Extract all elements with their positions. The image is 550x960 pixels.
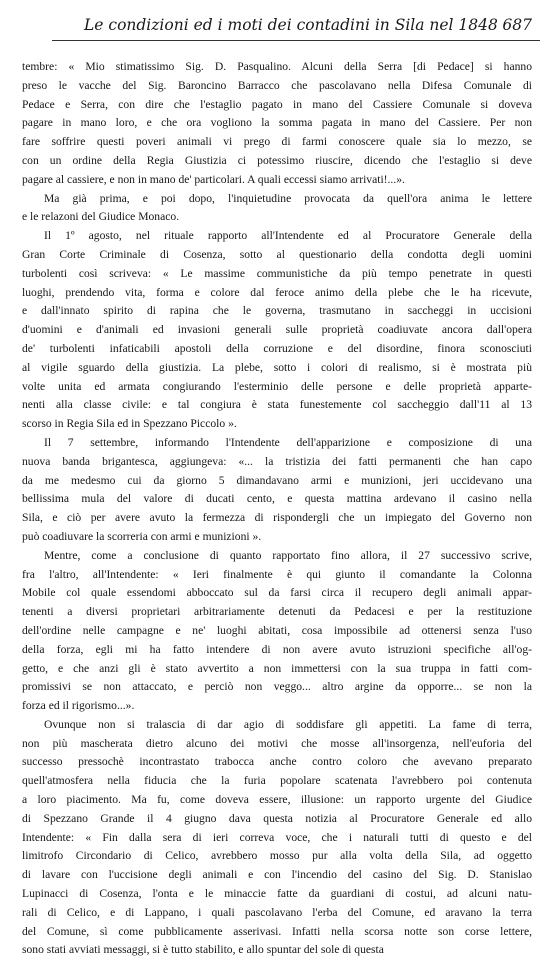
text-line: può coadiuvare la scorreria con armi e munizioni ». <box>22 529 262 543</box>
text-line: Mentre, come a conclusione di quanto rapportato fino allora, il 27 successivo scrive, <box>44 548 532 562</box>
text-line: promissivi se non attaccato, e perciò non veggo... altro argine da opporre... se non la <box>22 680 532 694</box>
text-line: fare soffrire questi poveri animali vi prego di farmi conoscere quale sia lo mezzo, se <box>22 135 532 149</box>
text-line: limitrofo Circondario di Celico, avrebbero mosso pur alla volta della Sila, ad oggetto <box>22 849 532 863</box>
text-line: Pedace e Serra, con dire che l'estaglio pagato in mano del Cassiere Comunale si doveva <box>22 97 532 111</box>
text-line: bellissima mula del valore di ducati cento, e questa mattina ardevano il casino nella <box>22 492 532 506</box>
text-line: pagare in mano loro, e che ora vogliono la somma pagata in mano del Cassiere. Per non <box>22 116 532 130</box>
running-title: Le condizioni ed i moti dei contadini in Sila nel 1848 <box>84 16 498 34</box>
text-line: luoghi, prendendo vita, forma e colore dal feroce animo della plebe che le ha ricevute, <box>22 285 532 299</box>
text-line: successo pressochè incontrastato trabocca anche contro coloro che avevano preparato <box>22 755 532 769</box>
text-line: quell'atmosfera nella fiducia che la furia popolare scatenata l'avrebbero poi contenuta <box>22 774 532 788</box>
text-line: rali di Celico, e di Lappano, i quali pascolavano l'erba del Comune, ed aravano la terra <box>22 905 532 919</box>
text-line: e dall'innato spirito di rapina che le governa, trasmutano in saccheggi in uccisioni <box>22 304 532 318</box>
text-line: sono stati avviati messaggi, si è tutto stabilito, e allo spuntar del sole di questa <box>22 943 384 957</box>
text-line: con un ordine della Regia Giustizia ci potessimo riuscire, dicendo che l'estaglio si deve <box>22 153 532 167</box>
text-line: Il 7 settembre, informando l'Intendente dell'apparizione e composizione di una <box>44 435 532 449</box>
text-line: del Comune, sì come pubblicamente asserivasi. Infatti nella scorsa notte son corse lettere, <box>22 924 532 938</box>
text-line: Intendente: « Fin dalla sera di ieri correva voce, che i naturali tutti di questo e del <box>22 830 532 844</box>
text-line: forza ed il rigorismo...». <box>22 699 135 713</box>
page-number: 687 <box>502 16 532 34</box>
text-line: Ovunque non si tralascia di dar agio di soddisfare gli appetiti. La fame di terra, <box>44 717 532 731</box>
text-line: tenenti a diversi proprietari arbitrariamente detenuti da Pedacesi e per la restituzione <box>22 605 532 619</box>
text-line: della forza, egli mi ha fatto intendere di non avere avuto istruzioni specifiche all'og- <box>22 642 532 656</box>
text-line: getto, e che anzi gli è stato avvertito a non immettersi con la sua truppa in fatti com- <box>22 661 532 675</box>
text-line: Sila, e ciò per avere avuto la fermezza di rispondergli che un impiegato del Governo non <box>22 511 532 525</box>
text-line: d'uomini e d'animali ed invasioni generali sulle proprietà coadiuvate ancora dall'opera <box>22 323 532 337</box>
text-line: Gran Corte Criminale di Cosenza, sotto al questionario della condotta degli uomini <box>22 247 532 261</box>
text-line: nuova banda brigantesca, aggiungeva: «... la tristizia dei fatti permanenti che han capo <box>22 454 532 468</box>
text-line: tembre: « Mio stimatissimo Sig. D. Pasqualino. Alcuni della Serra [di Pedace] si hanno <box>22 60 532 73</box>
text-line: preso le vacche del Sig. Baroncino Barracco che pascolavano nella Difesa Comunale di <box>22 78 532 92</box>
text-line: Ma già prima, e poi dopo, l'inquietudine provocata da quell'ora anima le lettere <box>44 191 532 205</box>
text-line: nenti alla classe civile: e tal congiura è stata funestemente col saccheggio dall'11 al 13 <box>22 398 532 412</box>
running-header <box>34 14 540 38</box>
text-line: de' turbolenti infaticabili apostoli della corruzione e del disordine, finora sconosciuti <box>22 341 532 355</box>
text-line: a loro piacimento. Ma fu, come doveva essere, illusione: un rapporto urgente del Giudice <box>22 793 532 807</box>
text-line: Lupinacci di Cosenza, l'onta e le minaccie fatte da guardiani di costui, ad alcuni natu- <box>22 887 532 901</box>
text-line: Mobile col quale essendomi abboccato sul da farsi circa il recupero degli animali appar- <box>22 586 532 600</box>
header-rule <box>52 40 540 41</box>
text-line: di lavare con l'uccisione degli animali e con l'incendio del casino del Sig. D. Stanislao <box>22 868 532 882</box>
text-line: di Spezzano Grande il 4 giugno dava questa notizia al Procuratore Generale ed allo <box>22 811 532 825</box>
text-line: pagare al cassiere, e non in mano de' particolari. A quali eccessi siamo arrivati!...». <box>22 172 405 186</box>
text-line: fra l'altro, all'Intendente: « Ieri finalmente è qui giunto il comandante la Colonna <box>22 567 532 581</box>
text-line: al vigile sguardo della giustizia. La plebe, sotto i colori di realismo, si è mostrata più <box>22 360 532 374</box>
text-line: turbolenti così scriveva: « Le massime communistiche da più tempo penetrate in questi <box>22 266 532 280</box>
text-line: e le relazoni del Giudice Monaco. <box>22 210 180 224</box>
text-line: volte unita ed armata congiurando l'esterminio delle persone e delle proprietà apparte- <box>22 379 532 393</box>
text-line: da me medesmo cui da giorno 5 dimandavano armi e munizioni, jeri uccidevano una <box>22 473 532 487</box>
text-line: Il 1º agosto, nel rituale rapporto all'Intendente ed al Procuratore Generale della <box>44 229 532 243</box>
text-line: non più mascherata dietro alcuno dei motivi che mosse all'insorgenza, nell'euforia del <box>22 736 532 750</box>
text-line: scorso in Regia Sila ed in Spezzano Piccolo ». <box>22 417 237 431</box>
text-line: dell'ordine nelle campagne e ne' luoghi abitati, cosa impossibile ad ottenersi senza l'uso <box>22 623 532 637</box>
